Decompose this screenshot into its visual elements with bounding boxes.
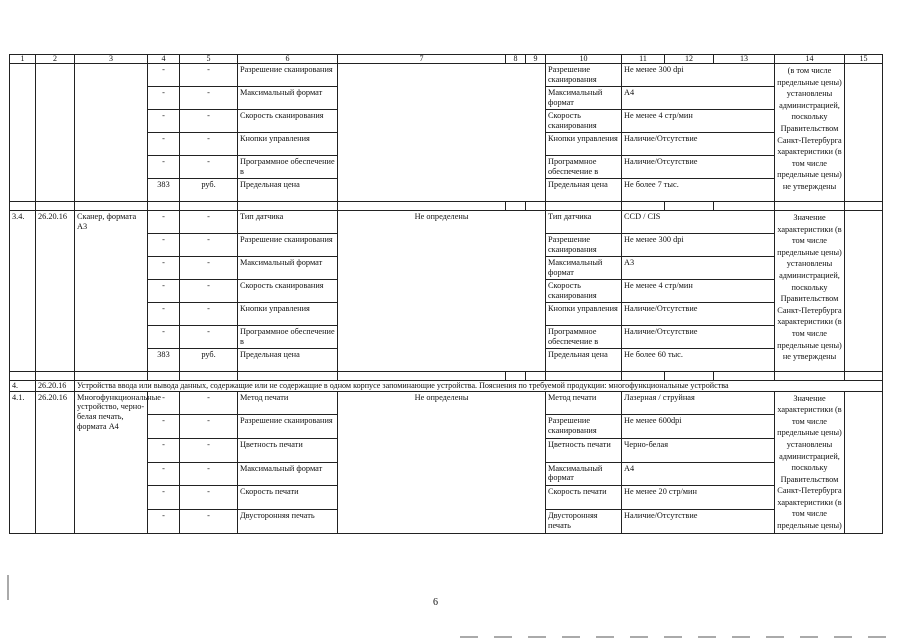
- empty-cell: [845, 64, 883, 202]
- col-num-3: 3: [75, 55, 148, 64]
- unit-code-cell: -: [148, 391, 180, 415]
- spacer-row: [10, 372, 883, 381]
- value-cell: Не менее 4 стр/мин: [622, 110, 775, 133]
- unit-name-cell: -: [180, 415, 238, 439]
- page-number: 6: [433, 597, 438, 608]
- unit-name-cell: -: [180, 280, 238, 303]
- col-num-7: 7: [338, 55, 506, 64]
- unit-name-cell: -: [180, 486, 238, 510]
- value-cell: Лазерная / струйная: [622, 391, 775, 415]
- table-row: [10, 64, 883, 87]
- unit-name-cell: -: [180, 211, 238, 234]
- empty-cell: [506, 64, 526, 202]
- section-number-cell: 4.: [10, 381, 36, 392]
- characteristic-cell: Максимальный формат: [546, 462, 622, 486]
- characteristic-cell: Разрешение сканирования: [546, 64, 622, 87]
- unit-code-cell: 383: [148, 349, 180, 372]
- characteristic-cell: Тип датчика: [546, 211, 622, 234]
- justification-cell: Значение характеристики (в том числе предельные цены) установлены администрацией, поскольку Правительством Санкт-Петербурга характеристики (в том числе предельные цены) не утверждены: [775, 211, 845, 372]
- characteristic-cell: Разрешение сканирования: [238, 234, 338, 257]
- unit-name-cell: -: [180, 234, 238, 257]
- unit-name-cell: -: [180, 64, 238, 87]
- spacer-row: [10, 202, 883, 211]
- characteristic-cell: Скорость печати: [238, 486, 338, 510]
- approved-value-cell: [338, 64, 506, 202]
- approved-value-cell: Не определены: [338, 211, 546, 372]
- section-description-cell: Устройства ввода или вывода данных, содержащие или не содержащие в одном корпусе запоминающие устройства. Пояснения по требуемой продукции: многофункциональные устройства: [75, 381, 883, 392]
- value-cell: Не менее 4 стр/мин: [622, 280, 775, 303]
- characteristic-cell: Цветность печати: [238, 438, 338, 462]
- characteristic-cell: Скорость сканирования: [238, 280, 338, 303]
- unit-name-cell: -: [180, 509, 238, 533]
- value-cell: Не более 60 тыс.: [622, 349, 775, 372]
- column-number-row: [10, 55, 883, 64]
- unit-name-cell: -: [180, 257, 238, 280]
- unit-code-cell: -: [148, 133, 180, 156]
- section-row: [10, 381, 883, 392]
- item-name-cell: Многофункциональные устройство, черно-белая печать, формата А4: [75, 391, 148, 533]
- characteristic-cell: Разрешение сканирования: [546, 234, 622, 257]
- characteristic-cell: Двусторонняя печать: [546, 509, 622, 533]
- characteristic-cell: Кнопки управления: [546, 133, 622, 156]
- unit-name-cell: -: [180, 438, 238, 462]
- okpd-code-cell: [36, 64, 75, 202]
- unit-code-cell: -: [148, 234, 180, 257]
- unit-name-cell: -: [180, 133, 238, 156]
- unit-code-cell: -: [148, 110, 180, 133]
- unit-name-cell: руб.: [180, 179, 238, 202]
- col-num-5: 5: [180, 55, 238, 64]
- unit-code-cell: -: [148, 462, 180, 486]
- value-cell: Черно-белая: [622, 438, 775, 462]
- item-number-cell: 3.4.: [10, 211, 36, 372]
- value-cell: А4: [622, 462, 775, 486]
- value-cell: Наличие/Отсутствие: [622, 133, 775, 156]
- value-cell: Наличие/Отсутствие: [622, 509, 775, 533]
- unit-code-cell: -: [148, 509, 180, 533]
- characteristic-cell: Программное обеспечение в: [238, 326, 338, 349]
- unit-code-cell: -: [148, 87, 180, 110]
- characteristic-cell: Кнопки управления: [238, 133, 338, 156]
- characteristic-cell: Программное обеспечение в: [238, 156, 338, 179]
- characteristic-cell: Скорость сканирования: [546, 110, 622, 133]
- empty-cell: [526, 64, 546, 202]
- item-number-cell: 4.1.: [10, 391, 36, 533]
- unit-name-cell: -: [180, 326, 238, 349]
- characteristic-cell: Тип датчика: [238, 211, 338, 234]
- unit-code-cell: -: [148, 326, 180, 349]
- unit-code-cell: -: [148, 280, 180, 303]
- unit-code-cell: -: [148, 257, 180, 280]
- characteristic-cell: Разрешение сканирования: [238, 64, 338, 87]
- col-num-11: 11: [622, 55, 665, 64]
- justification-cell: (в том числе предельные цены) установлены администрацией, поскольку Правительством Санкт-Петербурга характеристики (в том числе предельные цены) не утверждены: [775, 64, 845, 202]
- unit-name-cell: -: [180, 303, 238, 326]
- section-code-cell: 26.20.16: [36, 381, 75, 392]
- col-num-15: 15: [845, 55, 883, 64]
- col-num-1: 1: [10, 55, 36, 64]
- requirements-table: [9, 54, 883, 534]
- value-cell: Не менее 20 стр/мин: [622, 486, 775, 510]
- value-cell: А3: [622, 257, 775, 280]
- unit-name-cell: -: [180, 87, 238, 110]
- characteristic-cell: Скорость сканирования: [546, 280, 622, 303]
- characteristic-cell: Метод печати: [238, 391, 338, 415]
- characteristic-cell: Максимальный формат: [238, 462, 338, 486]
- unit-code-cell: -: [148, 486, 180, 510]
- characteristic-cell: Максимальный формат: [546, 87, 622, 110]
- unit-code-cell: -: [148, 438, 180, 462]
- characteristic-cell: Программное обеспечение в: [546, 326, 622, 349]
- unit-code-cell: -: [148, 211, 180, 234]
- characteristic-cell: Предельная цена: [546, 349, 622, 372]
- value-cell: Не более 7 тыс.: [622, 179, 775, 202]
- unit-name-cell: -: [180, 110, 238, 133]
- unit-name-cell: -: [180, 391, 238, 415]
- value-cell: Не менее 300 dpi: [622, 64, 775, 87]
- empty-cell: [845, 391, 883, 533]
- characteristic-cell: Максимальный формат: [546, 257, 622, 280]
- unit-code-cell: -: [148, 303, 180, 326]
- characteristic-cell: Максимальный формат: [238, 87, 338, 110]
- characteristic-cell: Максимальный формат: [238, 257, 338, 280]
- characteristic-cell: Предельная цена: [238, 179, 338, 202]
- characteristic-cell: Цветность печати: [546, 438, 622, 462]
- characteristic-cell: Кнопки управления: [546, 303, 622, 326]
- unit-name-cell: -: [180, 156, 238, 179]
- characteristic-cell: Кнопки управления: [238, 303, 338, 326]
- table-row: [10, 391, 883, 415]
- approved-value-cell: Не определены: [338, 391, 546, 533]
- characteristic-cell: Предельная цена: [546, 179, 622, 202]
- col-num-8: 8: [506, 55, 526, 64]
- unit-name-cell: руб.: [180, 349, 238, 372]
- col-num-6: 6: [238, 55, 338, 64]
- col-num-12: 12: [665, 55, 714, 64]
- unit-code-cell: -: [148, 415, 180, 439]
- characteristic-cell: Разрешение сканирования: [546, 415, 622, 439]
- characteristic-cell: Разрешение сканирования: [238, 415, 338, 439]
- value-cell: Наличие/Отсутствие: [622, 156, 775, 179]
- unit-code-cell: -: [148, 156, 180, 179]
- col-num-9: 9: [526, 55, 546, 64]
- characteristic-cell: Метод печати: [546, 391, 622, 415]
- col-num-4: 4: [148, 55, 180, 64]
- item-name-cell: [75, 64, 148, 202]
- col-num-2: 2: [36, 55, 75, 64]
- characteristic-cell: Программное обеспечение в: [546, 156, 622, 179]
- okpd-code-cell: 26.20.16: [36, 391, 75, 533]
- empty-cell: [845, 211, 883, 372]
- item-name-cell: Сканер, формата А3: [75, 211, 148, 372]
- table-row: [10, 211, 883, 234]
- characteristic-cell: Предельная цена: [238, 349, 338, 372]
- unit-name-cell: -: [180, 462, 238, 486]
- item-number-cell: [10, 64, 36, 202]
- col-num-10: 10: [546, 55, 622, 64]
- value-cell: Не менее 300 dpi: [622, 234, 775, 257]
- value-cell: Наличие/Отсутствие: [622, 326, 775, 349]
- value-cell: CCD / CIS: [622, 211, 775, 234]
- characteristic-cell: Двусторонняя печать: [238, 509, 338, 533]
- unit-code-cell: 383: [148, 179, 180, 202]
- value-cell: Наличие/Отсутствие: [622, 303, 775, 326]
- value-cell: Не менее 600dpi: [622, 415, 775, 439]
- okpd-code-cell: 26.20.16: [36, 211, 75, 372]
- unit-code-cell: -: [148, 64, 180, 87]
- col-num-14: 14: [775, 55, 845, 64]
- value-cell: А4: [622, 87, 775, 110]
- justification-cell: Значение характеристики (в том числе предельные цены) установлены администрацией, поскольку Правительством Санкт-Петербурга характеристики (в том числе предельные цены): [775, 391, 845, 533]
- col-num-13: 13: [714, 55, 775, 64]
- characteristic-cell: Скорость сканирования: [238, 110, 338, 133]
- characteristic-cell: Скорость печати: [546, 486, 622, 510]
